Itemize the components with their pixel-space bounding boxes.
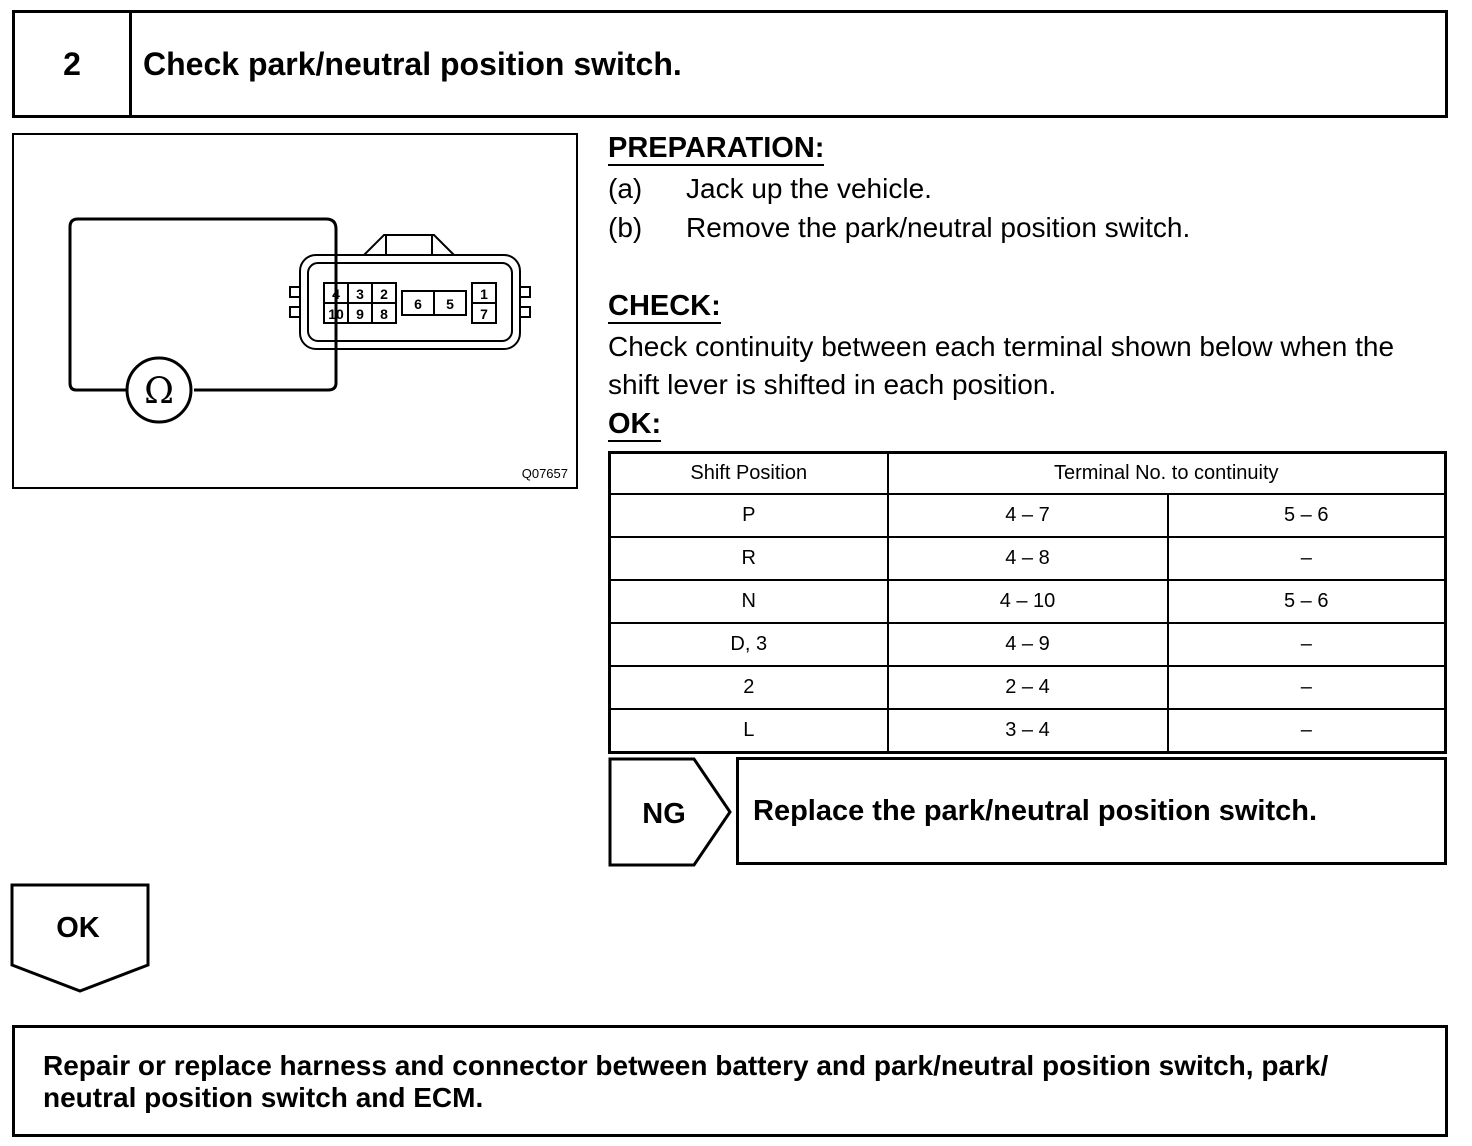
cell-terminal-2: – bbox=[1168, 666, 1446, 709]
ok-label: OK bbox=[56, 912, 100, 944]
pin-10: 10 bbox=[328, 306, 344, 322]
cell-position: P bbox=[610, 494, 888, 537]
ng-label: NG bbox=[642, 798, 686, 830]
figure-id: Q07657 bbox=[521, 466, 568, 481]
pin-3: 3 bbox=[356, 286, 364, 302]
table-row bbox=[610, 494, 1446, 537]
prep-item-b-text: Remove the park/neutral position switch. bbox=[686, 212, 1191, 243]
step-number: 2 bbox=[15, 13, 132, 115]
cell-position: 2 bbox=[610, 666, 888, 709]
pin-1: 1 bbox=[480, 286, 488, 302]
ng-arrow-icon bbox=[608, 757, 734, 867]
connector-figure bbox=[12, 133, 578, 489]
pin-2: 2 bbox=[380, 286, 388, 302]
final-action-text bbox=[43, 1050, 1328, 1114]
continuity-table bbox=[608, 451, 1447, 754]
ng-action-text: Replace the park/neutral position switch. bbox=[753, 794, 1318, 827]
cell-terminal-2: – bbox=[1168, 537, 1446, 580]
ng-action-box bbox=[736, 757, 1447, 865]
table-row bbox=[610, 537, 1446, 580]
cell-terminal-2: 5 – 6 bbox=[1168, 580, 1446, 623]
check-line-1: Check continuity between each terminal shown below when the bbox=[608, 331, 1395, 362]
cell-terminal-1: 4 – 9 bbox=[888, 623, 1168, 666]
step-title: Check park/neutral position switch. bbox=[143, 45, 682, 82]
connector-diagram bbox=[14, 135, 576, 487]
cell-position: N bbox=[610, 580, 888, 623]
cell-position: R bbox=[610, 537, 888, 580]
cell-terminal-2: 5 – 6 bbox=[1168, 494, 1446, 537]
pin-7: 7 bbox=[480, 306, 488, 322]
prep-item-a-label: (a) bbox=[608, 173, 643, 204]
pin-4: 4 bbox=[332, 286, 340, 302]
cell-terminal-1: 2 – 4 bbox=[888, 666, 1168, 709]
test-lead-wire bbox=[70, 219, 336, 390]
ok-heading: OK: bbox=[608, 408, 662, 440]
preparation-heading: PREPARATION: bbox=[608, 132, 825, 164]
table-row bbox=[610, 709, 1446, 753]
cell-terminal-2: – bbox=[1168, 709, 1446, 753]
cell-terminal-1: 4 – 10 bbox=[888, 580, 1168, 623]
cell-terminal-1: 4 – 7 bbox=[888, 494, 1168, 537]
final-action-line-2: neutral position switch and ECM. bbox=[43, 1082, 484, 1113]
cell-position: L bbox=[610, 709, 888, 753]
cell-terminal-1: 3 – 4 bbox=[888, 709, 1168, 753]
table-row bbox=[610, 623, 1446, 666]
cell-position: D, 3 bbox=[610, 623, 888, 666]
check-line-2: shift lever is shifted in each position. bbox=[608, 369, 1057, 400]
table-row bbox=[610, 666, 1446, 709]
ohm-symbol: Ω bbox=[144, 371, 174, 412]
check-heading: CHECK: bbox=[608, 290, 721, 322]
prep-item-a-text: Jack up the vehicle. bbox=[686, 173, 932, 204]
header-terminal: Terminal No. to continuity bbox=[888, 453, 1446, 495]
step-header bbox=[12, 10, 1448, 118]
pin-6: 6 bbox=[414, 296, 422, 312]
pin-5: 5 bbox=[446, 296, 454, 312]
ok-arrow-icon bbox=[10, 883, 152, 995]
pin-9: 9 bbox=[356, 306, 364, 322]
final-action-box bbox=[12, 1025, 1448, 1137]
header-shift-position: Shift Position bbox=[610, 453, 888, 495]
cell-terminal-2: – bbox=[1168, 623, 1446, 666]
pin-8: 8 bbox=[380, 306, 388, 322]
prep-item-b-label: (b) bbox=[608, 212, 643, 243]
cell-terminal-1: 4 – 8 bbox=[888, 537, 1168, 580]
final-action-line-1: Repair or replace harness and connector between battery and park/neutral position switch, park/ bbox=[43, 1050, 1329, 1081]
table-row bbox=[610, 580, 1446, 623]
